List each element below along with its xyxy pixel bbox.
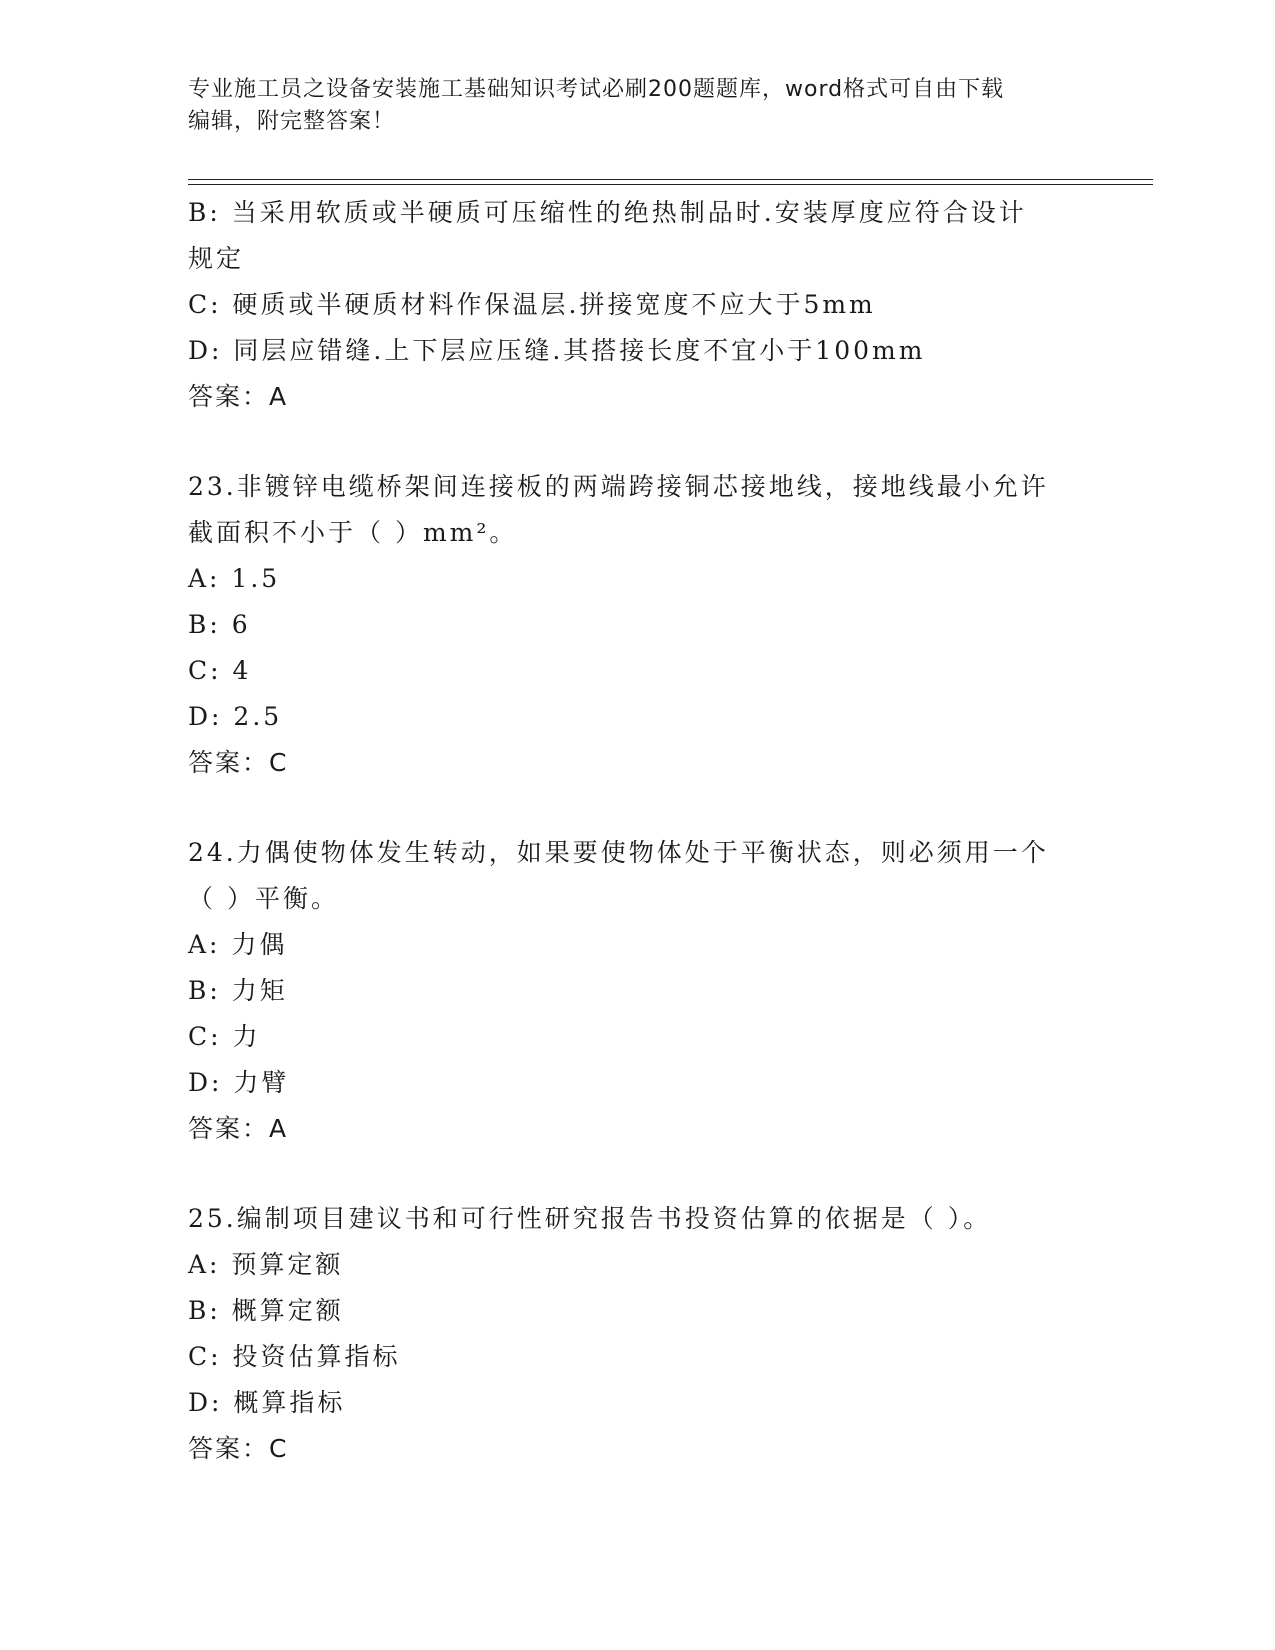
answer: 答案：C [188, 748, 289, 777]
option-d: D: 概算指标 [188, 1388, 346, 1417]
question-24 [188, 830, 1088, 1152]
header-line-2: 编辑，附完整答案！ [188, 109, 396, 134]
option-b: B: 力矩 [188, 976, 288, 1005]
option-a: A: 力偶 [188, 930, 288, 959]
option-b: B: 6 [188, 610, 251, 639]
option-c: C: 投资估算指标 [188, 1342, 401, 1371]
question-stem-line-2: （ ）平衡。 [188, 884, 339, 913]
option-b-line-1: B: 当采用软质或半硬质可压缩性的绝热制品时.安装厚度应符合设计 [188, 198, 1027, 227]
question-25 [188, 1196, 1088, 1472]
page-header [188, 74, 1088, 138]
header-line-1: 专业施工员之设备安装施工基础知识考试必刷200题题库，word格式可自由下载 [188, 77, 1005, 102]
question-23 [188, 464, 1088, 786]
option-d: D: 力臂 [188, 1068, 290, 1097]
question-22-continued [188, 190, 1088, 420]
option-a: A: 1.5 [188, 564, 281, 593]
option-a: A: 预算定额 [188, 1250, 344, 1279]
option-d: D: 同层应错缝.上下层应压缝.其搭接长度不宜小于100mm [188, 336, 926, 365]
question-stem-line-1: 23.非镀锌电缆桥架间连接板的两端跨接铜芯接地线，接地线最小允许 [188, 472, 1049, 501]
option-d: D: 2.5 [188, 702, 283, 731]
option-b: B: 概算定额 [188, 1296, 344, 1325]
option-b-line-2: 规定 [188, 244, 245, 273]
option-c: C: 力 [188, 1022, 261, 1051]
answer: 答案：A [188, 382, 289, 411]
answer: 答案：C [188, 1434, 289, 1463]
header-rule-top [188, 179, 1153, 180]
option-c: C: 硬质或半硬质材料作保温层.拼接宽度不应大于5mm [188, 290, 876, 319]
question-stem-line-2: 截面积不小于（ ）mm²。 [188, 518, 518, 547]
question-content [188, 190, 1088, 1472]
header-rule-bottom [188, 184, 1153, 185]
question-stem-line-1: 25.编制项目建议书和可行性研究报告书投资估算的依据是（ ）。 [188, 1204, 992, 1233]
option-c: C: 4 [188, 656, 252, 685]
answer: 答案：A [188, 1114, 289, 1143]
question-stem-line-1: 24.力偶使物体发生转动，如果要使物体处于平衡状态，则必须用一个 [188, 838, 1049, 867]
